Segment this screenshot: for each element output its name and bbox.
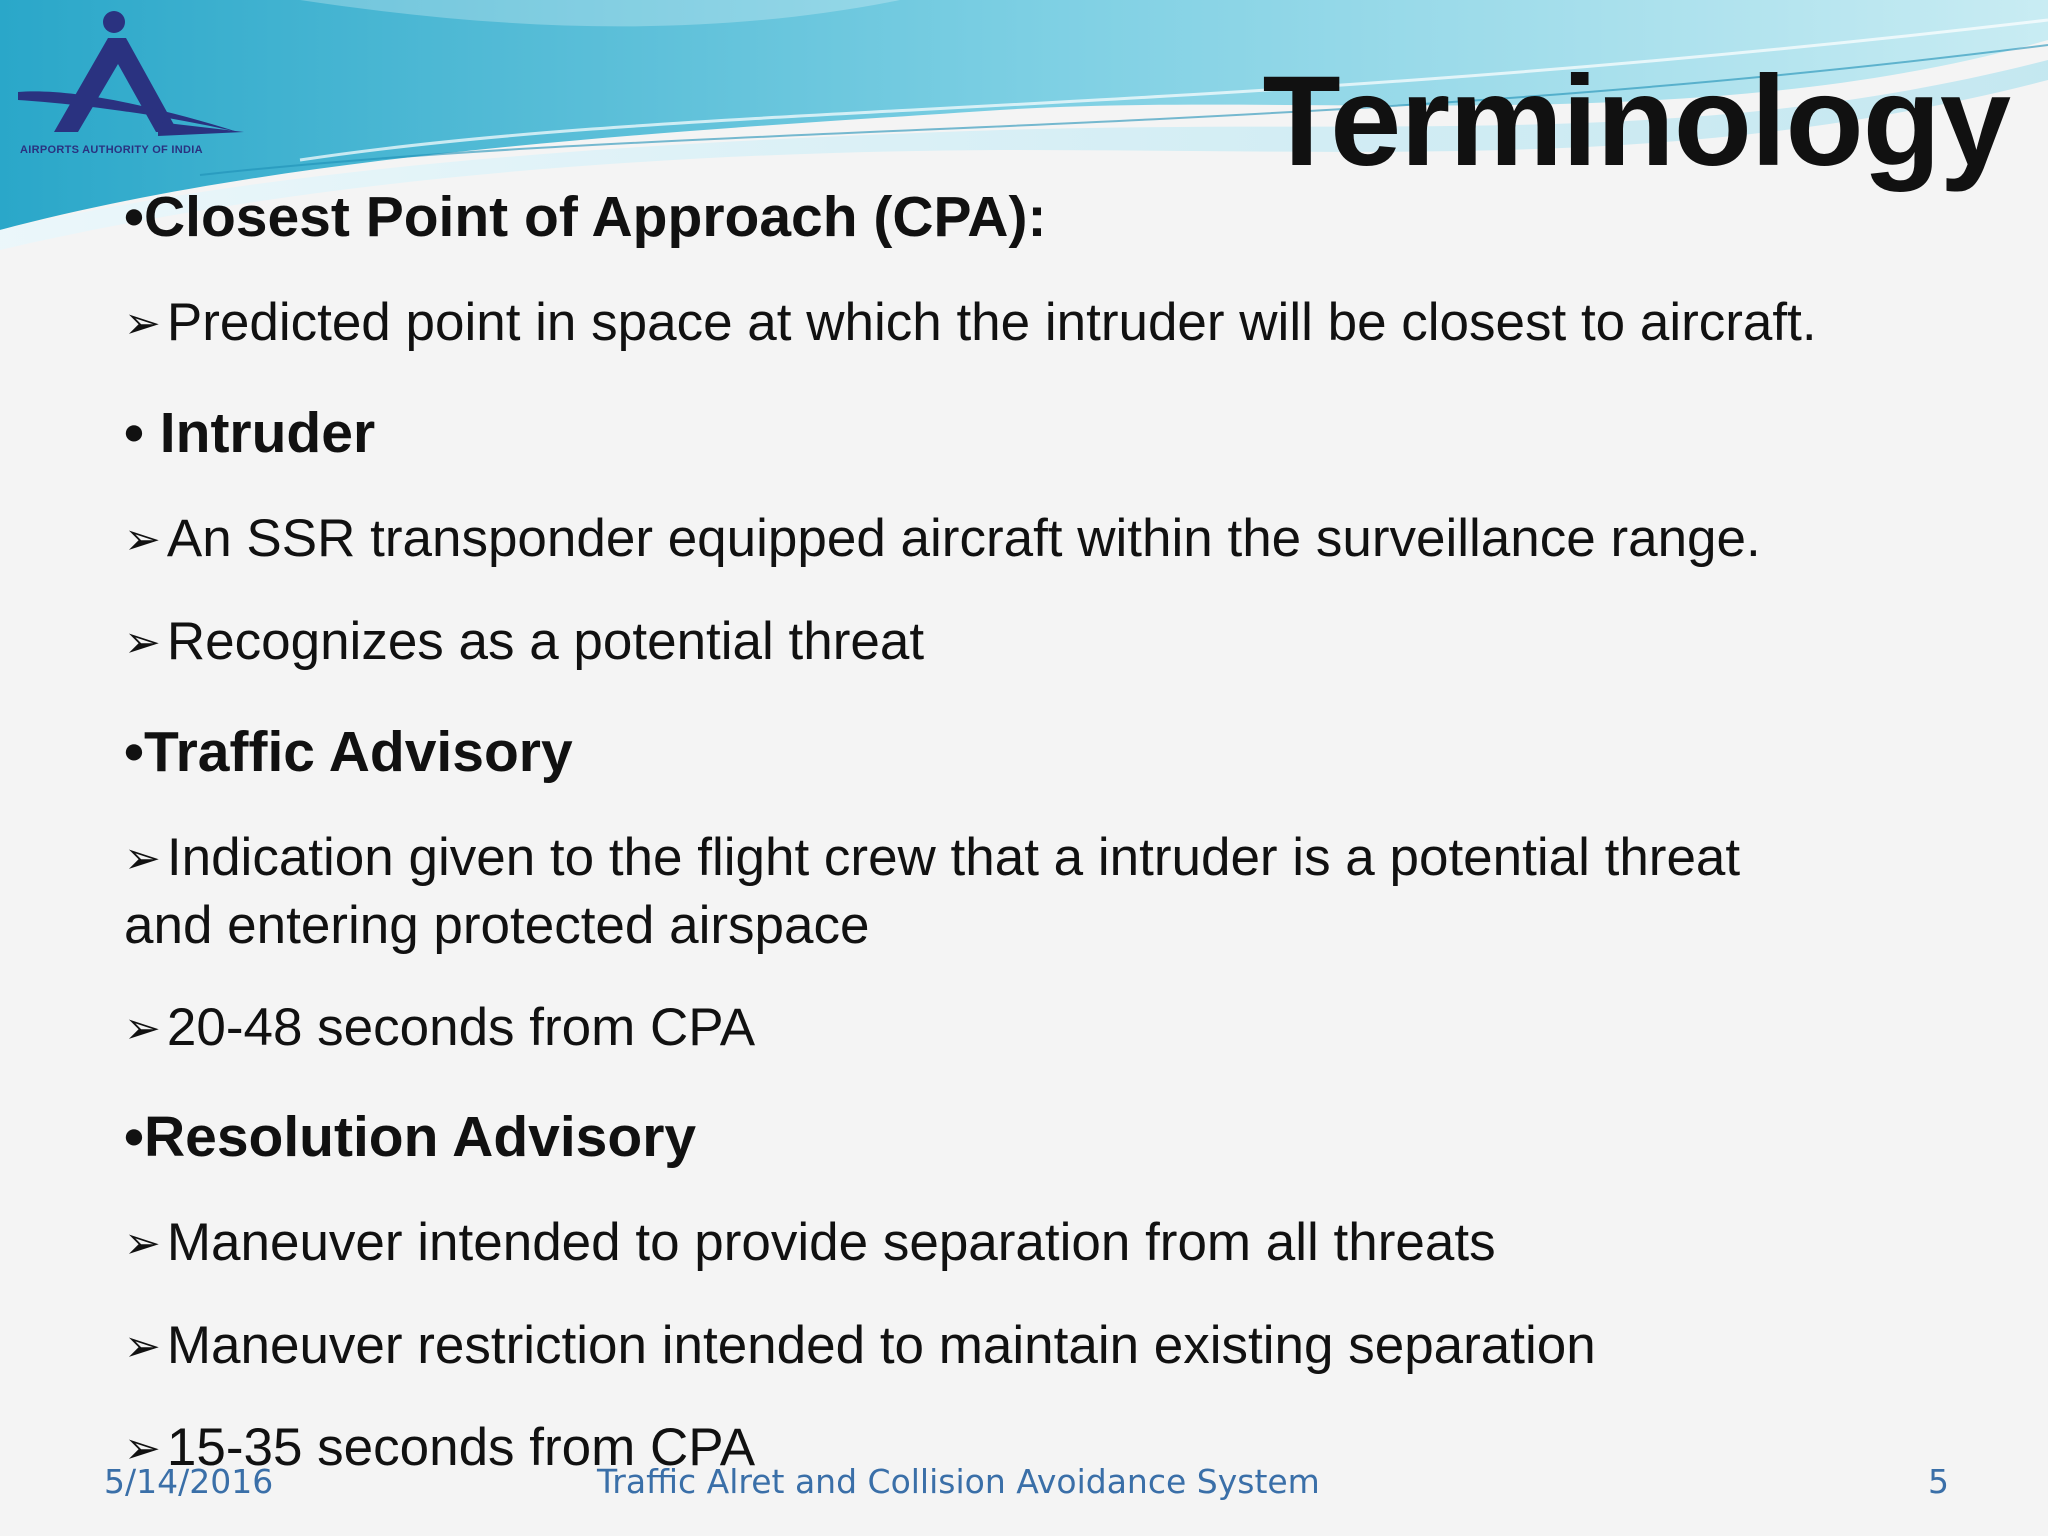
heading-cpa: •Closest Point of Approach (CPA): <box>124 185 1047 249</box>
bullet-item: ➢ Indication given to the flight crew that a intruder is a potential threat <box>124 828 1741 887</box>
arrow-bullet-icon: ➢ <box>124 299 161 348</box>
bullet-item-continuation: and entering protected airspace <box>124 896 870 955</box>
bullet-item: ➢ 20-48 seconds from CPA <box>124 998 756 1057</box>
footer-date: 5/14/2016 <box>104 1462 274 1501</box>
bullet-item: ➢ 15-35 seconds from CPA <box>124 1418 756 1477</box>
footer-page-number: 5 <box>1928 1462 1949 1501</box>
heading-traffic-advisory: •Traffic Advisory <box>124 720 573 784</box>
slide-title: Terminology <box>1262 50 2010 193</box>
logo-caption: AIRPORTS AUTHORITY OF INDIA <box>20 144 203 156</box>
bullet-item: ➢ Maneuver intended to provide separation from all threats <box>124 1213 1496 1272</box>
heading-resolution-advisory: •Resolution Advisory <box>124 1105 697 1169</box>
arrow-bullet-icon: ➢ <box>124 1322 161 1371</box>
bullet-item: ➢ Predicted point in space at which the intruder will be closest to aircraft. <box>124 293 1817 352</box>
footer-title: Traffic Alret and Collision Avoidance System <box>597 1462 1320 1501</box>
heading-intruder: • Intruder <box>124 401 376 465</box>
bullet-item: ➢ An SSR transponder equipped aircraft within the surveillance range. <box>124 509 1761 568</box>
bullet-item: ➢ Recognizes as a potential threat <box>124 612 925 671</box>
arrow-bullet-icon: ➢ <box>124 515 161 564</box>
bullet-item: ➢ Maneuver restriction intended to maintain existing separation <box>124 1316 1596 1375</box>
arrow-bullet-icon: ➢ <box>124 1004 161 1053</box>
arrow-bullet-icon: ➢ <box>124 1219 161 1268</box>
arrow-bullet-icon: ➢ <box>124 1424 161 1473</box>
airports-authority-logo-icon <box>8 4 248 164</box>
arrow-bullet-icon: ➢ <box>124 618 161 667</box>
arrow-bullet-icon: ➢ <box>124 834 161 883</box>
